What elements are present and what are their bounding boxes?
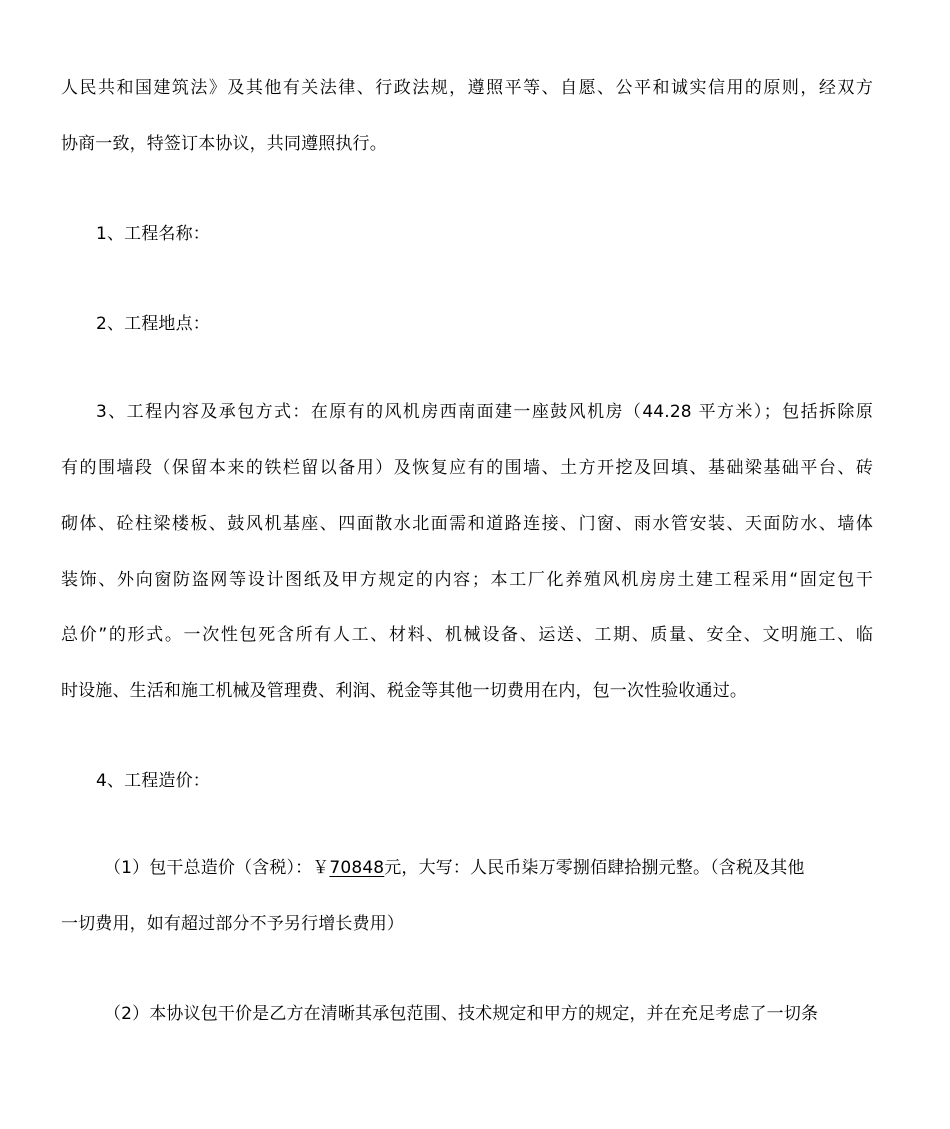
item-scope-line-5: 总价”的形式。一次性包死含所有人工、材料、机械设备、运送、工期、质量、安全、文明施工、临 <box>61 625 873 645</box>
total-price-amount: 70848 <box>329 858 385 878</box>
intro-line-2: 协商一致，特签订本协议，共同遵照执行。 <box>61 134 387 154</box>
total-price-prefix: （1）包干总造价（含税）：￥ <box>104 858 330 878</box>
item-scope-line-1: 3、工程内容及承包方式：在原有的风机房西南面建一座鼓风机房（44.28 平方米）；包括拆除原 <box>96 402 873 422</box>
sub-item-total-price-line-2: 一切费用，如有超过部分不予另行增长费用） <box>61 914 404 934</box>
item-scope-line-4: 装饰、外向窗防盗网等设计图纸及甲方规定的内容；本工厂化养殖风机房房土建工程采用“固定包干 <box>61 570 873 590</box>
item-project-name: 1、工程名称： <box>96 224 210 244</box>
item-project-cost: 4、工程造价： <box>96 771 210 791</box>
item-scope-line-2: 有的围墙段（保留本来的铁栏留以备用）及恢复应有的围墙、土方开挖及回填、基础梁基础平台、砖 <box>61 458 873 478</box>
total-price-suffix: 元，大写：人民币柒万零捌佰肆拾捌元整。（含税及其他 <box>384 858 805 878</box>
item-scope-line-6: 时设施、生活和施工机械及管理费、利润、税金等其他一切费用在内，包一次性验收通过。 <box>61 681 747 701</box>
sub-item-total-price-line-1 <box>104 855 873 881</box>
item-project-location: 2、工程地点： <box>96 314 210 334</box>
intro-line-1: 人民共和国建筑法》及其他有关法律、行政法规，遵照平等、自愿、公平和诚实信用的原则，经双方 <box>61 78 873 98</box>
sub-item-lump-sum-line-1: （2）本协议包干价是乙方在清晰其承包范围、技术规定和甲方的规定，并在充足考虑了一切条 <box>104 1004 819 1024</box>
item-scope-line-3: 砌体、砼柱梁楼板、鼓风机基座、四面散水北面需和道路连接、门窗、雨水管安装、天面防水、墙体 <box>61 514 873 534</box>
